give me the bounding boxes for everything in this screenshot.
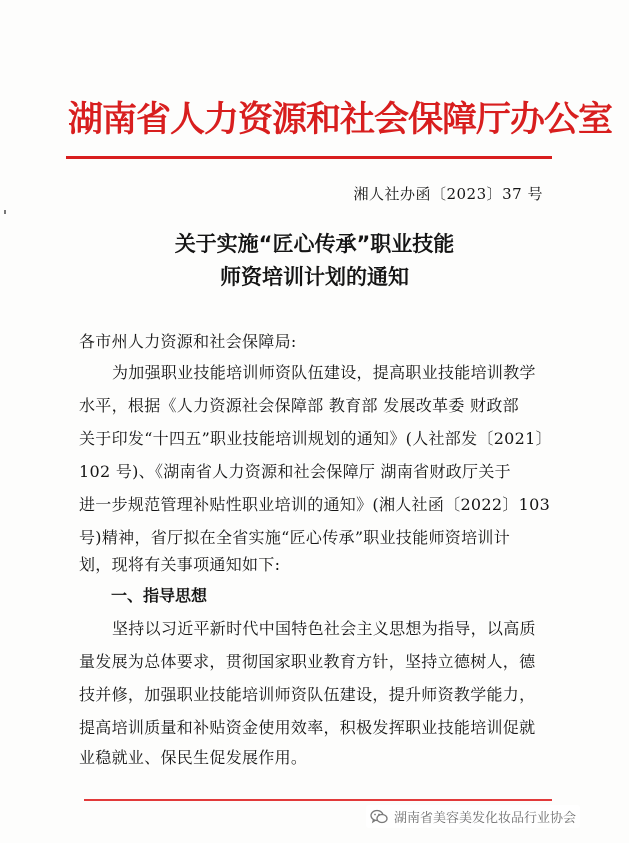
scan-mark xyxy=(4,210,6,214)
document-title-line-2: 师资培训计划的通知 xyxy=(220,265,409,289)
salutation: 各市州人力资源和社会保障局: xyxy=(79,332,297,351)
source-watermark xyxy=(366,805,580,828)
wechat-icon xyxy=(370,809,388,825)
paragraph-1-line: 水平，根据《人力资源社会保障部 教育部 发展改革委 财政部 xyxy=(79,396,519,415)
paragraph-1-line: 划，现将有关事项通知如下: xyxy=(79,555,281,574)
paragraph-2-line: 技并修，加强职业技能培训师资队伍建设，提升师资教学能力， xyxy=(79,685,536,704)
paragraph-1-line: 关于印发“十四五”职业技能培训规划的通知》(人社部发〔2021〕 xyxy=(79,429,552,448)
paragraph-2-line: 坚持以习近平新时代中国特色社会主义思想为指导，以高质 xyxy=(112,619,536,638)
paragraph-1-line: 进一步规范管理补贴性职业培训的通知》(湘人社函〔2022〕103 xyxy=(79,495,551,514)
document-title-line-1: 关于实施“匠心传承”职业技能 xyxy=(174,232,455,256)
paragraph-2-line: 量发展为总体要求，贯彻国家职业教育方针，坚持立德树人，德 xyxy=(79,652,536,671)
watermark-text: 湖南省美容美发化妆品行业协会 xyxy=(394,811,577,826)
paragraph-1-line: 为加强职业技能培训师资队伍建设，提高职业技能培训教学 xyxy=(112,363,536,382)
paragraph-2-line: 提高培训质量和补贴资金使用效率，积极发挥职业技能培训促就 xyxy=(79,718,536,737)
paragraph-1-line: 号)精神，省厅拟在全省实施“匠心传承”职业技能师资培训计 xyxy=(79,528,511,547)
footer-red-rule xyxy=(84,799,552,801)
document-number: 湘人社办函〔2023〕37 号 xyxy=(353,185,543,203)
paragraph-2-line: 业稳就业、保民生促发展作用。 xyxy=(79,748,308,767)
section-heading-guiding-ideology: 一、指导思想 xyxy=(111,586,208,605)
issuing-organization-header: 湖南省人力资源和社会保障厅办公室 xyxy=(68,100,613,140)
header-red-rule xyxy=(66,156,552,159)
paragraph-1-line: 102 号)、《湖南省人力资源和社会保障厅 湖南省财政厅关于 xyxy=(79,462,511,481)
